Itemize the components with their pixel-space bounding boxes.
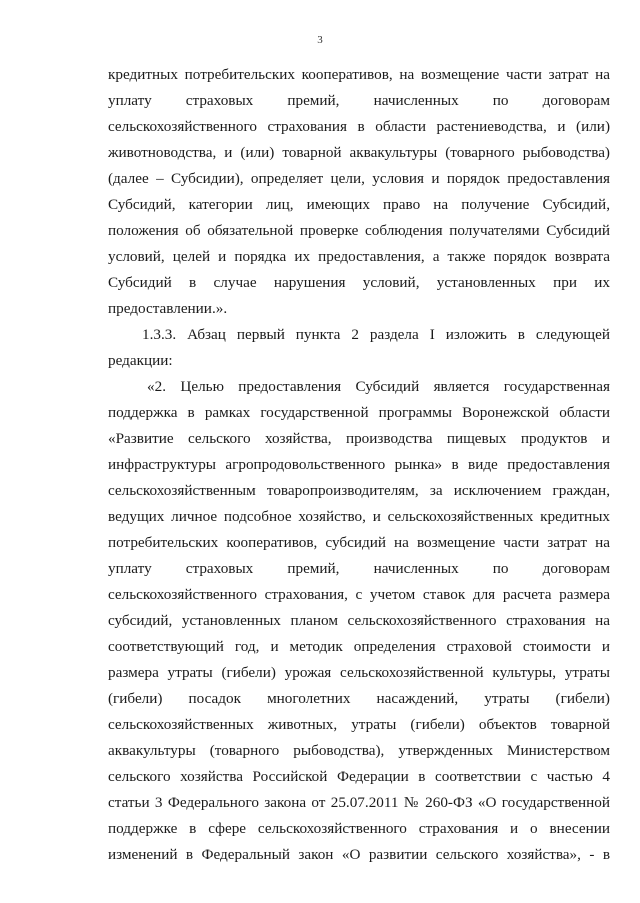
text-line: Субсидий, категории лиц, имеющих право на получение Субсидий, [108,196,610,213]
text-line: потребительских кооперативов, субсидий на возмещение части затрат на [108,534,610,551]
text-line: «Развитие сельского хозяйства, производства пищевых продуктов и [108,430,610,447]
text-line: аквакультуры (товарного рыбоводства), утвержденных Министерством [108,742,610,759]
text-line: сельскохозяйственного страхования в области растениеводства, и (или) [108,118,610,135]
page-number: 3 [317,34,323,46]
text-line: поддержка в рамках государственной программы Воронежской области [108,404,610,421]
text-line: «2. Целью предоставления Субсидий является государственная [147,378,610,395]
text-line: предоставлении.». [108,300,228,317]
text-line: субсидий, установленных планом сельскохозяйственного страхования на [108,612,610,629]
text-line: инфраструктуры агропродовольственного рынка» в виде предоставления [108,456,610,473]
text-line: условий, целей и порядка их предоставления, а также порядок возврата [108,248,610,265]
text-line: ведущих личное подсобное хозяйство, и сельскохозяйственных кредитных [108,508,610,525]
text-line: (далее – Субсидии), определяет цели, условия и порядок предоставления [108,170,610,187]
text-line: уплату страховых премий, начисленных по договорам [108,92,610,109]
text-line: 1.3.3. Абзац первый пункта 2 раздела I изложить в следующей [142,326,610,343]
text-line: редакции: [108,352,173,369]
text-line: сельскохозяйственным товаропроизводителям, за исключением граждан, [108,482,610,499]
text-line: изменений в Федеральный закон «О развитии сельского хозяйства», - в [108,846,610,863]
text-line: сельского хозяйства Российской Федерации в соответствии с частью 4 [108,768,610,785]
text-line: положения об обязательной проверке соблюдения получателями Субсидий [108,222,610,239]
text-line: кредитных потребительских кооперативов, на возмещение части затрат на [108,66,610,83]
text-line: Субсидий в случае нарушения условий, установленных при их [108,274,610,291]
text-line: сельскохозяйственного страхования, с учетом ставок для расчета размера [108,586,610,603]
text-line: уплату страховых премий, начисленных по договорам [108,560,610,577]
text-line: соответствующий год, и методик определения страховой стоимости и [108,638,610,655]
text-line: поддержке в сфере сельскохозяйственного страхования и о внесении [108,820,610,837]
text-line: размера утраты (гибели) урожая сельскохозяйственной культуры, утраты [108,664,610,681]
text-line: статьи 3 Федерального закона от 25.07.2011 № 260-ФЗ «О государственной [108,794,610,811]
text-line: животноводства, и (или) товарной аквакультуры (товарного рыбоводства) [108,144,610,161]
text-line: сельскохозяйственных животных, утраты (гибели) объектов товарной [108,716,610,733]
text-line: (гибели) посадок многолетних насаждений, утраты (гибели) [108,690,610,707]
